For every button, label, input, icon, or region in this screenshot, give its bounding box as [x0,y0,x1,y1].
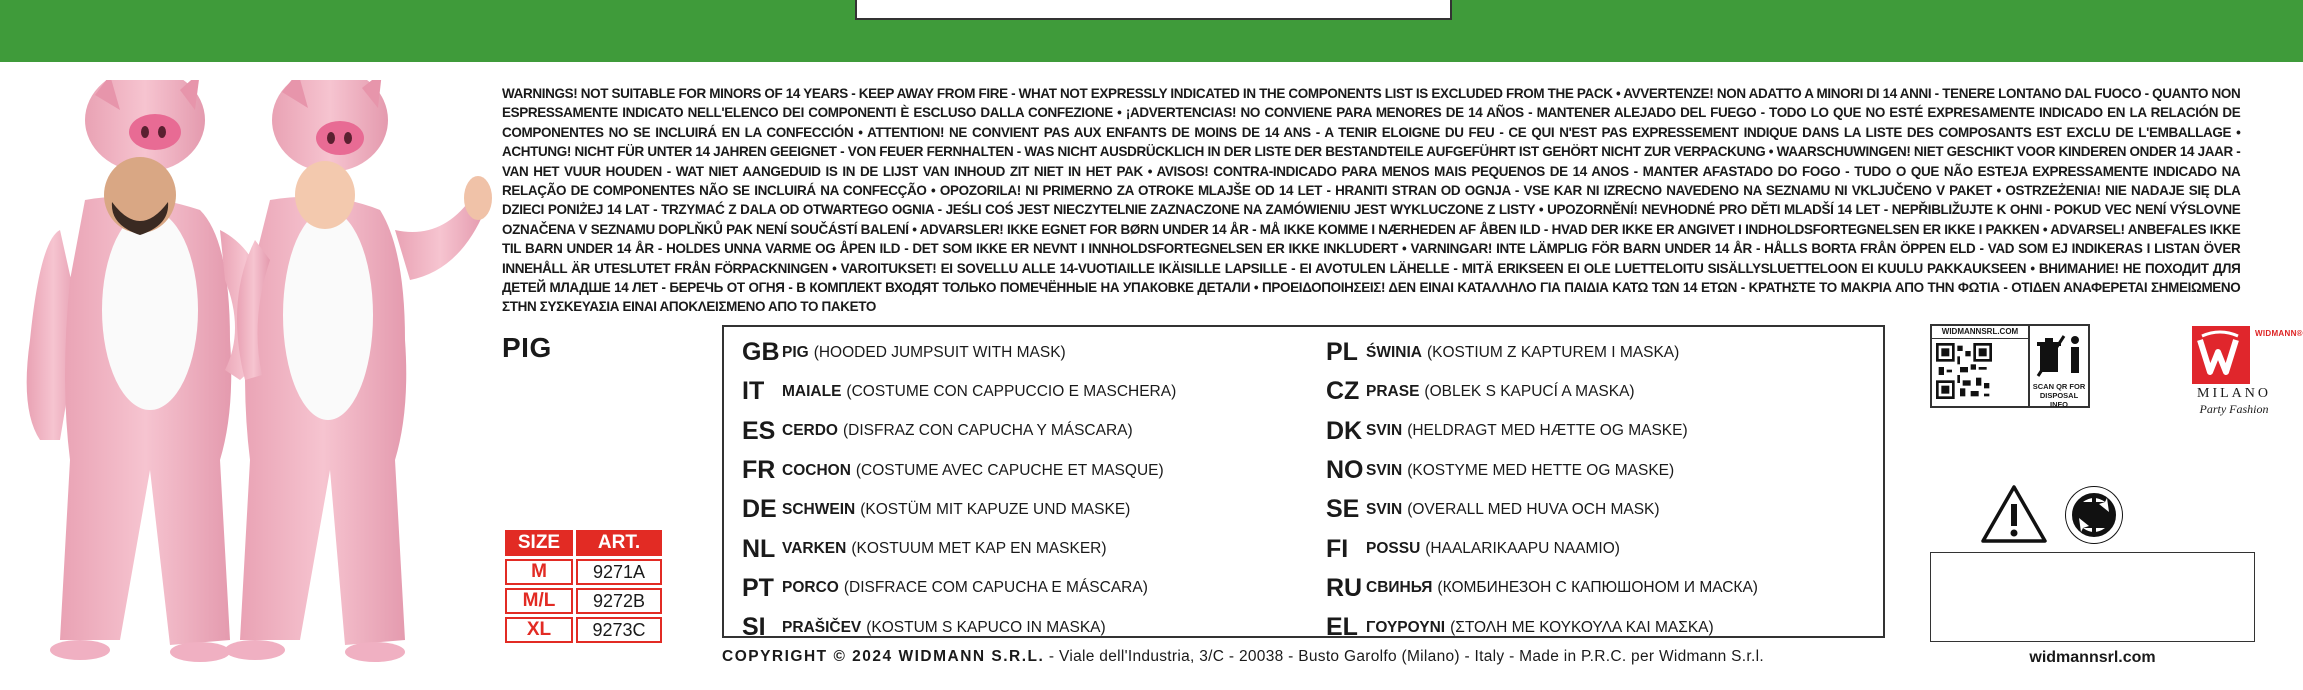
translation-row [1326,451,1758,490]
language-code: EL [1326,613,1358,642]
translation-desc: (KOSTUUM MET KAP EN MASKER) [851,540,1107,558]
translation-row [1326,412,1758,451]
translation-row [742,372,1176,411]
translation-name: PRAŠIČEV [782,618,862,636]
copyright-bold: COPYRIGHT © 2024 WIDMANN S.R.L. [722,648,1045,665]
translation-row [742,490,1176,529]
translation-desc: (KOSTYME MED HETTE OG MASKE) [1407,461,1675,479]
translation-name: ŚWINIA [1366,343,1422,361]
translation-desc: (COSTUME CON CAPPUCCIO E MASCHERA) [846,382,1177,400]
translation-row [1326,608,1758,647]
language-code: NL [742,534,776,563]
qr-block [1930,324,2030,408]
size-row [505,588,662,614]
disposal-label: SCAN QR FOR DISPOSAL INFO [2032,382,2086,409]
translation-desc: (COSTUME AVEC CAPUCHE ET MASQUE) [855,461,1164,479]
translation-desc: (DISFRAZ CON CAPUCHA Y MÁSCARA) [842,422,1133,440]
translation-row [1326,333,1758,372]
language-code: PL [1326,338,1358,367]
translation-row [1326,490,1758,529]
disposal-info-box [2028,324,2090,408]
language-code: ES [742,416,776,445]
language-code: GB [742,338,780,367]
language-code: SI [742,613,766,642]
size-header: SIZE [505,530,573,556]
language-code: RU [1326,573,1363,602]
translation-name: COCHON [782,461,851,479]
translation-desc: (КОМБИНЕЗОН С КАПЮШОНОМ И МАСКА) [1437,579,1758,597]
translation-name: VARKEN [782,540,847,558]
language-code: SE [1326,495,1360,524]
translation-desc: (KOSTUM S KAPUCO IN MASKA) [866,618,1106,636]
translation-desc: (HOODED JUMPSUIT WITH MASK) [813,343,1066,361]
translation-row [1326,529,1758,568]
qr-code-icon[interactable] [1936,342,1992,400]
language-code: CZ [1326,377,1360,406]
translation-row [1326,372,1758,411]
language-code: NO [1326,456,1364,485]
green-dot-recycle-icon [2063,484,2125,546]
translation-desc: (HELDRAGT MED HÆTTE OG MASKE) [1407,422,1688,440]
translation-name: SVIN [1366,461,1403,479]
art-value: 9272B [576,588,662,614]
translations-right-column [1326,333,1758,647]
size-row [505,617,662,643]
copyright-address: - Viale dell'Industria, 3/C - 20038 - Busto Garolfo (Milano) - Italy - Made in P.R.C. per Widmann S.r.l. [1044,648,1764,665]
warning-triangle-icon [1980,484,2048,544]
art-header: ART. [576,530,662,556]
translation-desc: (DISFRACE COM CAPUCHA E MÁSCARA) [843,579,1148,597]
size-value: M [505,559,573,585]
language-code: DK [1326,416,1363,445]
translation-name: SVIN [1366,422,1403,440]
translation-desc: (OVERALL MED HUVA OCH MASK) [1407,500,1660,518]
translation-row [1326,569,1758,608]
blank-info-box [1930,552,2255,642]
translation-row [742,451,1176,490]
translation-row [742,608,1176,647]
language-code: FR [742,456,776,485]
language-code: IT [742,377,765,406]
size-row [505,559,662,585]
translation-name: CERDO [782,422,838,440]
translations-left-column [742,333,1176,647]
brand-widmann: WIDMANN® [2255,329,2303,338]
figure-woman [225,80,492,662]
translation-name: ΓΟΥΡΟΥΝΙ [1366,618,1446,636]
brand-tagline: Party Fashion [2199,402,2269,416]
figure-man [27,80,271,662]
language-code: PT [742,573,774,602]
translations-box [722,325,1885,642]
art-value: 9271A [576,559,662,585]
translation-desc: (KOSTIUM Z KAPTUREM I MASKA) [1426,343,1680,361]
translation-desc: (OBLEK S KAPUCÍ A MASKA) [1424,382,1635,400]
translation-row [742,412,1176,451]
art-value: 9273C [576,617,662,643]
translation-name: SVIN [1366,500,1403,518]
translation-row [742,569,1176,608]
translation-name: SCHWEIN [782,500,856,518]
brand-milano: MILANO [2197,386,2271,401]
translation-name: PORCO [782,579,839,597]
translation-name: MAIALE [782,382,842,400]
translation-row [742,529,1176,568]
translation-name: СВИНЬЯ [1366,579,1433,597]
size-value: XL [505,617,573,643]
translation-name: PIG [782,343,809,361]
language-code: DE [742,495,777,524]
translation-desc: (KOSTÜM MIT KAPUZE UND MASKE) [860,500,1131,518]
top-label-box [855,0,1452,20]
website-url[interactable]: widmannsrl.com [2029,649,2156,666]
copyright-line [722,648,1764,666]
translation-row [742,333,1176,372]
translation-desc: (HAALARIKAAPU NAAMIO) [1425,540,1620,558]
size-table [502,527,665,646]
qr-url-label: WIDMANNSRL.COM [1932,326,2028,339]
translation-name: PRASE [1366,382,1420,400]
trash-bin-info-icon [2034,330,2084,380]
translation-desc: (ΣΤΟΛΗ ΜΕ ΚΟΥΚΟΥΛΑ ΚΑΙ ΜΑΣΚΑ) [1450,618,1714,636]
safety-warnings-text: WARNINGS! NOT SUITABLE FOR MINORS OF 14 YEARS - KEEP AWAY FROM FIRE - WHAT NOT EXPRESSLY INDICATED IN THE COMPONENTS LIST IS EXCLUDED FROM THE PACK • AVVERTENZE! NON ADATTO A MINORI DI 14 ANNI - TENERE LONTANO DAL FUOCO - QUANTO NON ESPRESSAMENTE INDICATO NELL'ELENCO DEI COMPONENTI È ESCLUSO DALLA CONFEZIONE • ¡ADVERTENCIAS! NO CONVIENE PARA MENORES DE 14 AÑOS - MANTENER ALEJADO DEL FUEGO - TODO LO QUE NO ESTÉ EXPRESAMENTE INDICADO EN LA RELACIÓN DE COMPONENTES NO SE INCLUIRÁ EN LA CONFECCIÓN • ATTENTION! NE CONVIENT PAS AUX ENFANTS DE MOINS DE 14 ANS - A TENIR ELOIGNE DU FEU - CE QUI N'EST PAS EXPRESSEMENT INDIQUE DANS LA LISTE DES COMPOSANTS EST EXCLU DE L'EMBALLAGE • ACHTUNG! NICHT FÜR UNTER 14 JAHREN GEEIGNET - VON FEUER FERNHALTEN - WAS NICHT AUSDRÜCKLICH IN DER LISTE DER BESTANDTEILE AUFGEFÜHRT IST GEHÖRT NICHT ZUR VERPACKUNG • WAARSCHUWINGEN! NIET GESCHIKT VOOR KINDEREN ONDER 14 JAAR - VAN HET VUUR HOUDEN - WAT NIET AANGEDUID IS IN DE LIJST VAN INHOUD ZIT NIET IN HET PAK • AVISOS! CONTRA-INDICADO PARA MENOS MAIS PEQUENOS DE 14 ANOS - MANTER AFASTADO DO FOGO - TUDO O QUE NÃO ESTEJA EXPRESSAMENTE INDICADO NA RELAÇÃO DE COMPONENTES NÃO SE INCLUIRÁ NA CONFECÇÃO • OPOZORILA! NI PRIMERNO ZA OTROKE MLAJŠE OD 14 LET - HRANITI STRAN OD OGNJA - VSE KAR NI IZRECNO NAVEDENO NA SEZNAMU NI VKLJUČENO V PAKET • OSTRZEŻENIA! NIE NADAJE SIĘ DLA DZIECI PONIŻEJ 14 LAT - TRZYMAĆ Z DALA OD OTWARTEGO OGNIA - JEŚLI COŚ JEST NIECZYTELNIE ZAZNACZONE NA ZAMÓWIENIU JEST WYKLUCZONE Z LISTY • UPOZORNĚNÍ! NEVHODNÉ PRO DĚTI MLADŠÍ 14 LET - NEPŘIBLIŽUJTE K OHNI - POKUD VEC NENÍ VÝSLOVNE OZNAČENA V SEZNAMU DOPLŇKŮ PAK NENÍ SOUČÁSTÍ BALENÍ • ADVARSLER! IKKE EGNET FOR BØRN UNDER 14 ÅR - MÅ IKKE KOMME I NÆRHEDEN AF ÅBEN ILD - HVAD DER IKKE ER ANGIVET I INDHOLDSFORTEGNELSEN ER IKKE I PAKKEN • ADVARSEL! ANBEFALES IKKE TIL BARN UNDER 14 ÅR - HOLDES UNNA VARME OG ÅPEN ILD - DET SOM IKKE ER NEVNT I INNHOLDSFORTEGNELSEN ER IKKE INKLUDERT • VARNINGAR! INTE LÄMPLIG FÖR BARN UNDER 14 ÅR - HÅLLS BORTA FRÅN ÖPPEN ELD - VAD SOM EJ INDIKERAS I LISTAN ÖVER INNEHÅLL ÄR UTESLUTET FRÅN FÖRPACKNINGEN • VAROITUKSET! EI SOVELLU ALLE 14-VUOTIAILLE IKÄISILLE LAPSILLE - EI AVOTULEN LÄHELLE - MITÄ ERIKSEEN EI OLE LUETTELOITU SISÄLLYSLUETTELOON EI KUULU PAKKAUKSEEN • ВНИМАНИЕ! НЕ ПОХОДИТ ДЛЯ ДЕТЕЙ МЛАДШЕ 14 ЛЕТ - БЕРЕЧЬ ОТ ОГНЯ - В КОМПЛЕКТ ВХОДЯТ ТОЛЬКО ПОМЕЧЁННЫЕ НА УПАКОВКЕ ДЕТАЛИ • ΠΡΟΕΙΔΟΠΟΙΗΣΕΙΣ! ΔΕΝ ΕΙΝΑΙ ΚΑΤΑΛΛΗΛΟ ΓΙΑ ΠΑΙΔΙΑ ΚΑΤΩ ΤΩΝ 14 ΕΤΩΝ - ΚΡΑΤΗΣΤΕ ΤΟ ΜΑΚΡΙΑ ΑΠΟ ΤΗΝ ΦΩΤΙΑ - ΟΤΙΔΕΝ ΑΝΑΦΕΡΕΤΑΙ ΣΗΜΕΙΩΜΕΝΟ ΣΤΗΝ ΣΥΣΚΕΥΑΣΙΑ ΕΙΝΑΙ ΑΠΟΚΛΕΙΣΜΕΝΟ ΑΠΟ ΤΟ ΠΑΚΕΤΟ [502,86,2241,315]
size-value: M/L [505,588,573,614]
costume-photo [0,80,495,670]
language-code: FI [1326,534,1349,563]
product-name: PIG [502,332,552,363]
translation-name: POSSU [1366,540,1421,558]
